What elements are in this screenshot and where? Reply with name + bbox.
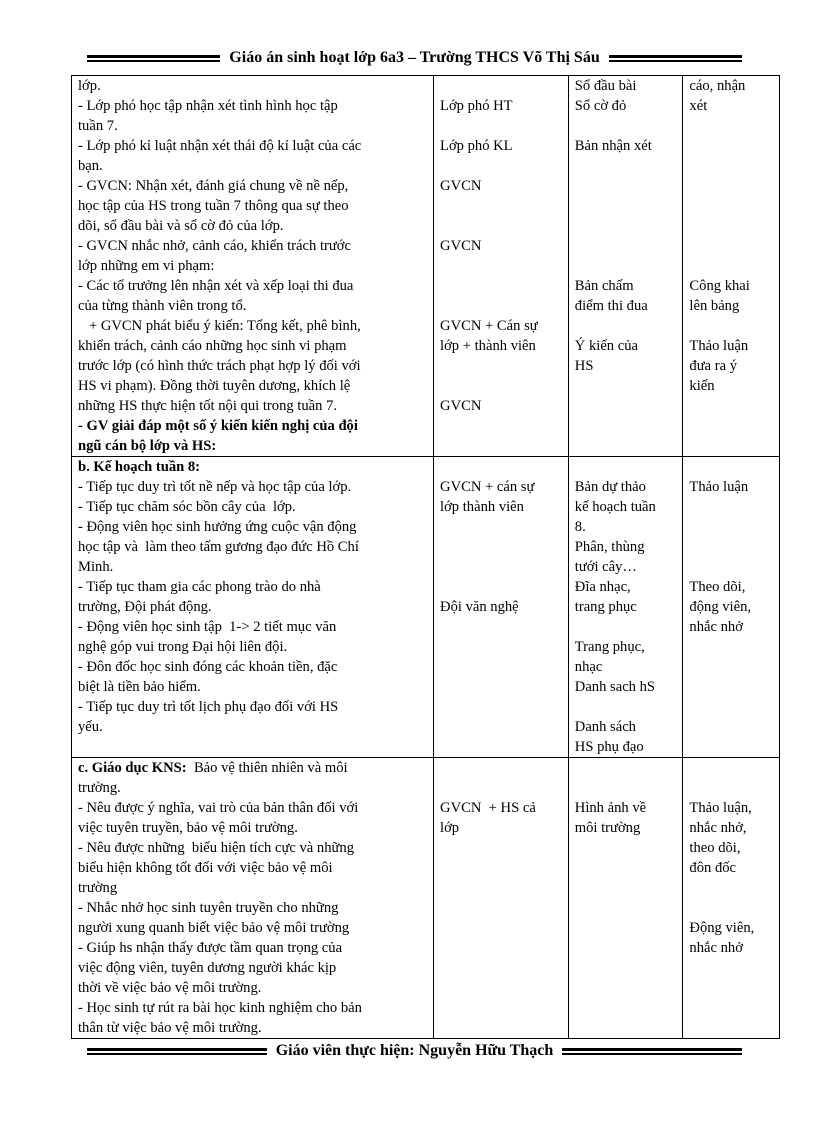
text-line: Thảo luận — [689, 338, 749, 354]
materials-cell — [568, 457, 683, 758]
participants-cell — [434, 758, 569, 1039]
content-cell — [72, 76, 434, 457]
text-line: Đội văn nghệ — [440, 599, 519, 615]
text-line: - Nêu được ý nghĩa, vai trò của bản thân đối với — [78, 800, 359, 816]
page-footer — [87, 1042, 742, 1060]
text-line: đôn đốc — [689, 860, 737, 876]
footer-text: Giáo viên thực hiện: Nguyễn Hữu Thạch — [275, 1042, 554, 1059]
text-line — [575, 116, 677, 136]
text-line: Lớp phó HT — [440, 98, 513, 114]
text-line: lớp những em vi phạm: — [78, 258, 215, 274]
text-line — [575, 758, 677, 778]
text-line: thời về việc bảo vệ môi trường. — [78, 980, 262, 996]
text-line: - Các tổ trưởng lên nhận xét và xếp loại thi đua — [78, 278, 354, 294]
text-line: GVCN — [440, 238, 482, 254]
participants-cell — [434, 76, 569, 457]
content-cell — [72, 758, 434, 1039]
text-line: - GVCN nhắc nhở, cảnh cáo, khiển trách trước — [78, 238, 351, 254]
text-line — [440, 116, 562, 136]
text-line — [440, 276, 562, 296]
text-line — [689, 457, 773, 477]
text-line: HS vi phạm). Đồng thời tuyên dương, khích lệ — [78, 378, 351, 394]
text-line: Danh sach hS — [574, 679, 656, 695]
text-line: Phân, thùng — [574, 539, 645, 555]
text-line: Trang phục, — [574, 639, 645, 655]
text-line — [689, 517, 773, 537]
text-line — [689, 758, 773, 778]
text-line: lên bảng — [689, 298, 740, 314]
table-row — [72, 758, 780, 1039]
text-line: yếu. — [78, 719, 103, 735]
header-rule-right — [609, 55, 742, 62]
text-line: lớp. — [78, 78, 101, 94]
text-line: - GVCN: Nhận xét, đánh giá chung về nề nếp, — [78, 178, 349, 194]
text-line: Thảo luận — [689, 479, 749, 495]
text-line — [689, 778, 773, 798]
text-line: nhắc nhở — [689, 940, 743, 956]
text-line — [689, 236, 773, 256]
text-line: môi trường — [574, 820, 641, 836]
text-line: - Động viên học sinh tập 1-> 2 tiết mục văn — [78, 619, 337, 635]
text-line: lớp thành viên — [440, 499, 524, 515]
text-line: kiến — [689, 378, 715, 394]
text-line — [440, 758, 562, 778]
text-line — [575, 457, 677, 477]
footer-rule-left — [87, 1048, 267, 1055]
participants-cell — [434, 457, 569, 758]
text-line: dõi, sổ đầu bài và sổ cờ đỏ của lớp. — [78, 218, 284, 234]
text-line — [440, 778, 562, 798]
section-heading: c. Giáo dục KNS: — [78, 760, 187, 776]
text-line: - Nhắc nhở học sinh tuyên truyền cho những — [78, 900, 339, 916]
table-row — [72, 76, 780, 457]
table-row — [72, 457, 780, 758]
text-line — [575, 617, 677, 637]
text-line — [689, 116, 773, 136]
text-line: - Giúp hs nhận thấy được tầm quan trọng của — [78, 940, 343, 956]
text-line: ngũ cán bộ lớp và HS: — [78, 438, 217, 454]
text-line: Hình ảnh về — [574, 800, 647, 816]
section-heading-line — [78, 758, 427, 778]
text-line — [440, 557, 562, 577]
text-line: Động viên, — [689, 920, 755, 936]
text-line — [689, 878, 773, 898]
text-line: việc tuyên truyền, bảo vệ môi trường. — [78, 820, 298, 836]
text-line: Công khai — [689, 278, 750, 294]
text-line: trang phục — [574, 599, 637, 615]
text-line: GVCN + HS cả — [440, 800, 536, 816]
text-line: việc động viên, tuyên dương người khác kịp — [78, 960, 337, 976]
text-line: lớp + thành viên — [440, 338, 536, 354]
text-line — [689, 316, 773, 336]
content-cell — [72, 457, 434, 758]
text-line — [689, 216, 773, 236]
text-line: bạn. — [78, 158, 103, 174]
text-line: biểu hiện không tốt đối với việc bảo vệ môi — [78, 860, 333, 876]
text-line — [575, 196, 677, 216]
text-line: nghệ góp vui trong Đại hội liên đội. — [78, 639, 288, 655]
text-line: Danh sách — [574, 719, 636, 735]
text-line: khiển trách, cảnh cáo những học sinh vi phạm — [78, 338, 347, 354]
text-line: - Lớp phó học tập nhận xét tình hình học tập — [78, 98, 338, 114]
text-line: - Học sinh tự rút ra bài học kinh nghiệm cho bản — [78, 1000, 362, 1016]
text-line: Sổ cờ đỏ — [574, 98, 627, 114]
text-line: điểm thi đua — [574, 298, 648, 314]
text-line — [440, 376, 562, 396]
text-line: người xung quanh biết việc bảo vệ môi trường — [78, 920, 350, 936]
text-line — [689, 196, 773, 216]
text-line: - Động viên học sinh hưởng ứng cuộc vận động — [78, 519, 357, 535]
text-line: trước lớp (có hình thức trách phạt hợp lý đối với — [78, 358, 361, 374]
text-line: tuần 7. — [78, 118, 118, 134]
text-line — [440, 356, 562, 376]
text-line: xét — [689, 98, 708, 114]
text-line: Đĩa nhạc, — [574, 579, 631, 595]
text-line — [689, 136, 773, 156]
materials-cell — [568, 758, 683, 1039]
text-line: - Tiếp tục duy trì tốt nề nếp và học tập của lớp. — [78, 479, 352, 495]
text-line — [440, 156, 562, 176]
text-line — [689, 537, 773, 557]
text-line — [440, 256, 562, 276]
text-line: - Lớp phó kỉ luật nhận xét thái độ kỉ luật của các — [78, 138, 362, 154]
method-cell — [683, 758, 780, 1039]
text-line: - Tiếp tục duy trì tốt lịch phụ đạo đối với HS — [78, 699, 339, 715]
text-line: Minh. — [78, 559, 114, 575]
text-line — [575, 697, 677, 717]
text-line: trường — [78, 880, 118, 896]
text-line: động viên, — [689, 599, 752, 615]
text-line: Bản nhận xét — [574, 138, 652, 154]
text-line — [689, 176, 773, 196]
text-line — [575, 216, 677, 236]
text-line — [440, 577, 562, 597]
text-line — [575, 256, 677, 276]
text-line: GVCN — [440, 398, 482, 414]
method-cell — [683, 76, 780, 457]
text-line — [440, 296, 562, 316]
text-line — [440, 517, 562, 537]
section-heading-rest: Bảo vệ thiên nhiên và môi — [186, 760, 348, 776]
text-line: nhạc — [574, 659, 603, 675]
text-line — [575, 778, 677, 798]
text-line: trường. — [78, 780, 121, 796]
text-line: theo dõi, — [689, 840, 741, 856]
text-line: Bản chấm — [574, 278, 634, 294]
lesson-plan-table — [71, 75, 780, 1039]
text-line — [575, 156, 677, 176]
text-line — [440, 537, 562, 557]
text-line — [689, 898, 773, 918]
text-line: + GVCN phát biểu ý kiến: Tổng kết, phê bình, — [78, 318, 361, 334]
text-line: HS — [574, 358, 594, 374]
text-line — [575, 236, 677, 256]
text-line: của từng thành viên trong tổ. — [78, 298, 247, 314]
header-title: Giáo án sinh hoạt lớp 6a3 – Trường THCS Võ Thị Sáu — [229, 49, 600, 66]
text-line: trường, Đội phát động. — [78, 599, 212, 615]
text-line: 8. — [574, 519, 586, 535]
text-line: kế hoạch tuần — [574, 499, 656, 515]
header-rule-left — [87, 55, 220, 62]
text-line: - Tiếp tục tham gia các phong trào do nhà — [78, 579, 321, 595]
text-line — [440, 196, 562, 216]
text-line: Ý kiến của — [574, 338, 638, 354]
text-line: lớp — [440, 820, 460, 836]
text-line: HS phụ đạo — [574, 739, 644, 755]
text-line: Sổ đầu bài — [574, 78, 637, 94]
text-line: GVCN + cán sự — [440, 479, 535, 495]
text-line — [440, 76, 562, 96]
text-line — [575, 176, 677, 196]
text-line — [575, 316, 677, 336]
text-line: những HS thực hiện tốt nội qui trong tuần 7. — [78, 398, 338, 414]
text-line: - GV giải đáp một số ý kiến kiến nghị của đội — [78, 418, 358, 434]
section-heading: b. Kế hoạch tuần 8: — [78, 459, 201, 475]
text-line: học tập và làm theo tấm gương đạo đức Hồ Chí — [78, 539, 359, 555]
text-line: học tập của HS trong tuần 7 thông qua sự theo — [78, 198, 349, 214]
text-line: - Tiếp tục chăm sóc bồn cây của lớp. — [78, 499, 296, 515]
text-line: biệt là tiền bảo hiểm. — [78, 679, 201, 695]
text-line — [689, 497, 773, 517]
text-line — [689, 256, 773, 276]
text-line: thân từ việc bảo vệ môi trường. — [78, 1020, 262, 1036]
text-line: cáo, nhận — [689, 78, 746, 94]
page-header — [87, 49, 742, 67]
text-line: Bản dự thảo — [574, 479, 646, 495]
text-line: nhắc nhở, — [689, 820, 747, 836]
text-line: - Nêu được những biểu hiện tích cực và những — [78, 840, 355, 856]
text-line: Theo dõi, — [689, 579, 746, 595]
text-line: Lớp phó KL — [440, 138, 513, 154]
materials-cell — [568, 76, 683, 457]
text-line — [440, 457, 562, 477]
text-line — [440, 216, 562, 236]
text-line: GVCN — [440, 178, 482, 194]
method-cell — [683, 457, 780, 758]
text-line: - Đôn đốc học sinh đóng các khoản tiền, đặc — [78, 659, 338, 675]
text-line — [689, 557, 773, 577]
text-line: Thảo luận, — [689, 800, 752, 816]
text-line: nhắc nhở — [689, 619, 743, 635]
text-line: GVCN + Cán sự — [440, 318, 538, 334]
text-line: tưới cây… — [574, 559, 638, 575]
footer-rule-right — [562, 1048, 742, 1055]
text-line — [689, 156, 773, 176]
text-line: đưa ra ý — [689, 358, 738, 374]
